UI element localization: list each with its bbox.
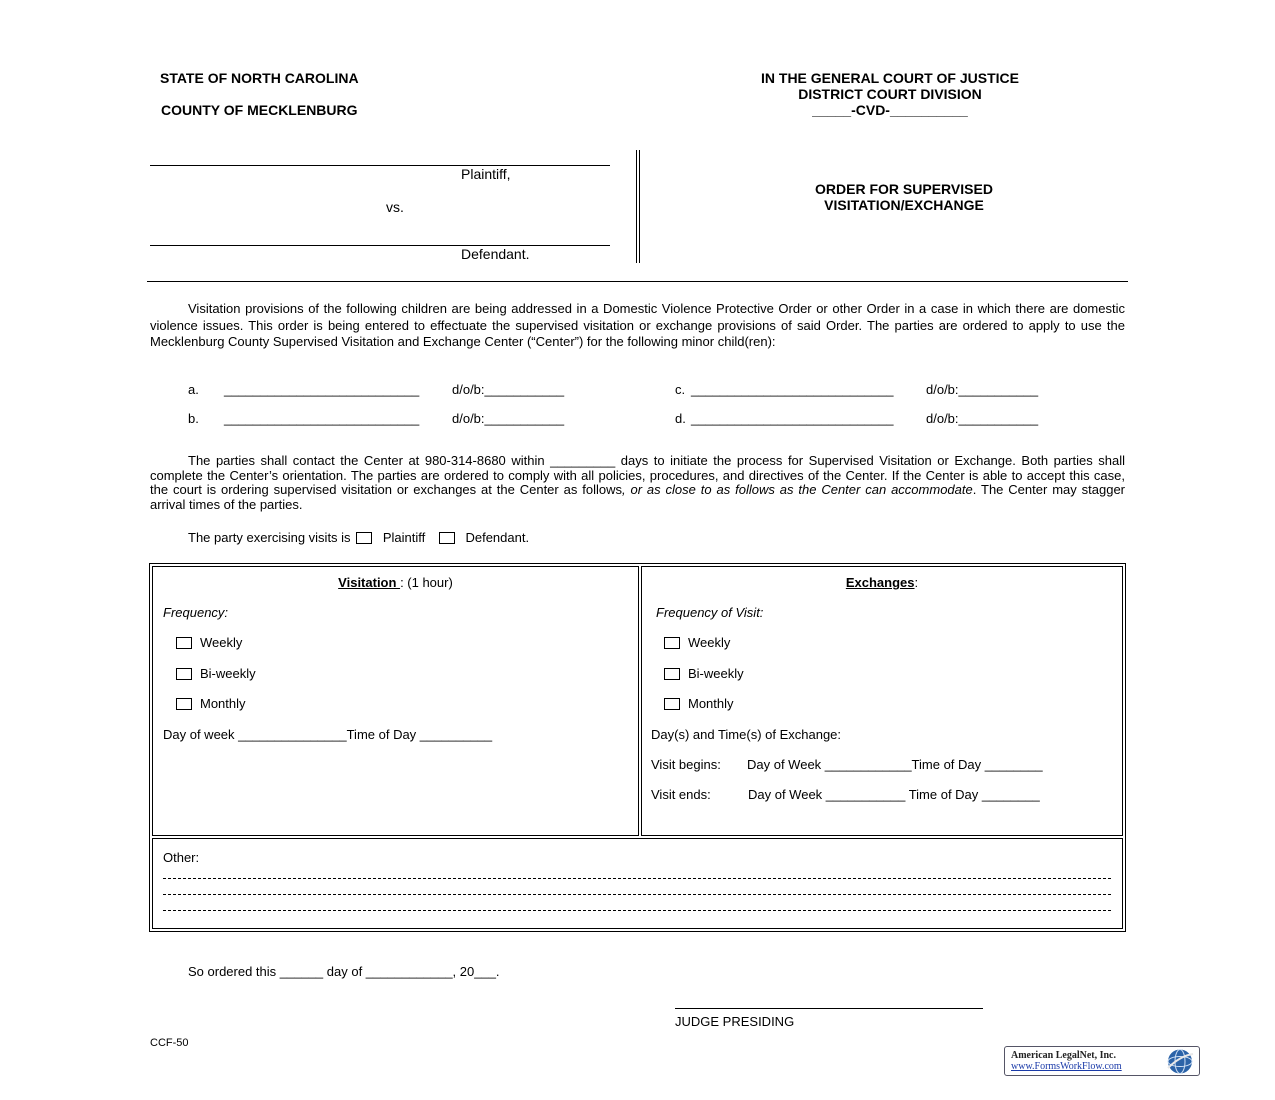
party-row — [188, 530, 529, 545]
child-a-letter: a. — [188, 382, 199, 397]
plaintiff-name-line[interactable] — [150, 165, 610, 166]
exchanges-heading — [641, 575, 1123, 590]
child-d-letter: d. — [675, 411, 686, 426]
county-heading: COUNTY OF MECKLENBURG — [161, 102, 358, 118]
visitation-title: Visitation — [338, 575, 401, 590]
visit-option-monthly — [176, 696, 246, 711]
party-plaintiff-label: Plaintiff — [382, 530, 426, 545]
other-line[interactable] — [163, 894, 1111, 895]
file-number[interactable]: _____-CVD-__________ — [812, 102, 968, 118]
judge-presiding-label: JUDGE PRESIDING — [675, 1014, 795, 1029]
visit-weekly-label: Weekly — [200, 635, 243, 650]
child-b-name-blank[interactable]: ___________________________ — [224, 411, 420, 426]
visitation-frequency-label: Frequency: — [163, 605, 229, 620]
visitation-heading — [152, 575, 639, 590]
child-c-name-blank[interactable]: ____________________________ — [691, 382, 894, 397]
exchange-monthly-label: Monthly — [688, 696, 734, 711]
intro-paragraph — [150, 301, 1125, 351]
so-ordered-line[interactable]: So ordered this ______ day of ____________, 20___. — [188, 964, 500, 979]
court-heading: IN THE GENERAL COURT OF JUSTICE — [761, 70, 1019, 86]
party-label: The party exercising visits is — [188, 530, 351, 545]
child-d-name-blank[interactable]: ____________________________ — [691, 411, 894, 426]
child-c-dob[interactable]: d/o/b:___________ — [926, 382, 1039, 397]
caption-divider — [636, 150, 637, 263]
party-defendant-label: Defendant. — [465, 530, 530, 545]
child-a-name-blank[interactable]: ___________________________ — [224, 382, 420, 397]
caption-bottom-rule — [147, 281, 1128, 282]
visit-monthly-label: Monthly — [200, 696, 246, 711]
visit-option-biweekly — [176, 666, 256, 681]
order-title-line1: ORDER FOR SUPERVISED — [815, 181, 993, 197]
other-label: Other: — [163, 850, 200, 865]
visit-biweekly-label: Bi-weekly — [200, 666, 256, 681]
globe-icon — [1163, 1048, 1197, 1075]
other-line[interactable] — [163, 910, 1111, 911]
exchange-option-biweekly — [664, 666, 744, 681]
child-d-dob[interactable]: d/o/b:___________ — [926, 411, 1039, 426]
state-heading: STATE OF NORTH CAROLINA — [160, 70, 359, 86]
order-title-line2: VISITATION/EXCHANGE — [824, 197, 984, 213]
child-c-letter: c. — [675, 382, 686, 397]
plaintiff-label: Plaintiff, — [461, 166, 511, 182]
intro-text: Visitation provisions of the following children are being addressed in a Domestic Violence Protective Order or other Order in a case in which there are domestic violence issues. This order is being entered to effectuate the supervised visitation or exchange provisions of said Order. The parties are ordered to apply to use the Mecklenburg County Supervised Visitation and Exchange Center (“Center”) for the following minor child(ren): — [150, 301, 1125, 349]
defendant-checkbox[interactable] — [439, 532, 455, 544]
visit-begins-line[interactable]: Day of Week ____________Time of Day ________ — [747, 757, 1043, 772]
visit-ends-line[interactable]: Day of Week ___________ Time of Day ________ — [748, 787, 1040, 802]
exchange-biweekly-label: Bi-weekly — [688, 666, 744, 681]
contact-text: The parties shall contact the Center at 980-314-8680 within _________ days to initiate the process for Supervised Visitation or Exchange. Both parties shall complete the Center’s orientation. The parties are ordered to comply with all policies, procedures, and directives of the Center. If the Center is able to accept this case, the court is ordering supervised visitation or exchanges at the Center as follows — [150, 453, 1125, 497]
visit-day-time-line[interactable]: Day of week _______________Time of Day __________ — [163, 727, 493, 742]
judge-signature-line[interactable] — [675, 1008, 983, 1009]
exchanges-title-colon: : — [914, 575, 919, 590]
child-b-letter: b. — [188, 411, 199, 426]
contact-paragraph — [150, 454, 1125, 512]
visit-monthly-checkbox[interactable] — [176, 698, 192, 710]
other-line[interactable] — [163, 878, 1111, 879]
defendant-name-line[interactable] — [150, 245, 610, 246]
caption-divider-inner — [639, 150, 640, 263]
exchange-weekly-label: Weekly — [688, 635, 731, 650]
exchanges-title: Exchanges — [845, 575, 915, 590]
visit-ends-label: Visit ends: — [651, 787, 711, 802]
exchange-biweekly-checkbox[interactable] — [664, 668, 680, 680]
division-heading: DISTRICT COURT DIVISION — [798, 86, 982, 102]
logo-company-name: American LegalNet, Inc. — [1011, 1050, 1116, 1061]
other-cell — [152, 838, 1123, 929]
visit-begins-label: Visit begins: — [651, 757, 721, 772]
visitation-duration: : (1 hour) — [400, 575, 453, 590]
exchange-weekly-checkbox[interactable] — [664, 637, 680, 649]
logo-website[interactable]: www.FormsWorkFlow.com — [1011, 1061, 1122, 1072]
form-id: CCF-50 — [150, 1037, 189, 1049]
visit-weekly-checkbox[interactable] — [176, 637, 192, 649]
americanlegalnet-logo[interactable] — [1004, 1046, 1200, 1076]
child-b-dob[interactable]: d/o/b:___________ — [452, 411, 565, 426]
contact-text-end: . The Center may stagger arrival times of the parties. — [150, 482, 1125, 512]
vs-label: vs. — [386, 199, 404, 215]
exchange-frequency-label: Frequency of Visit: — [656, 605, 764, 620]
contact-italic-text: , or as close to as follows as the Center can accommodate — [621, 482, 973, 497]
exchange-monthly-checkbox[interactable] — [664, 698, 680, 710]
exchange-option-weekly — [664, 635, 730, 650]
child-a-dob[interactable]: d/o/b:___________ — [452, 382, 565, 397]
plaintiff-checkbox[interactable] — [356, 532, 372, 544]
exchange-days-label: Day(s) and Time(s) of Exchange: — [651, 727, 842, 742]
visit-biweekly-checkbox[interactable] — [176, 668, 192, 680]
defendant-label: Defendant. — [461, 246, 530, 262]
exchange-option-monthly — [664, 696, 734, 711]
visit-option-weekly — [176, 635, 242, 650]
